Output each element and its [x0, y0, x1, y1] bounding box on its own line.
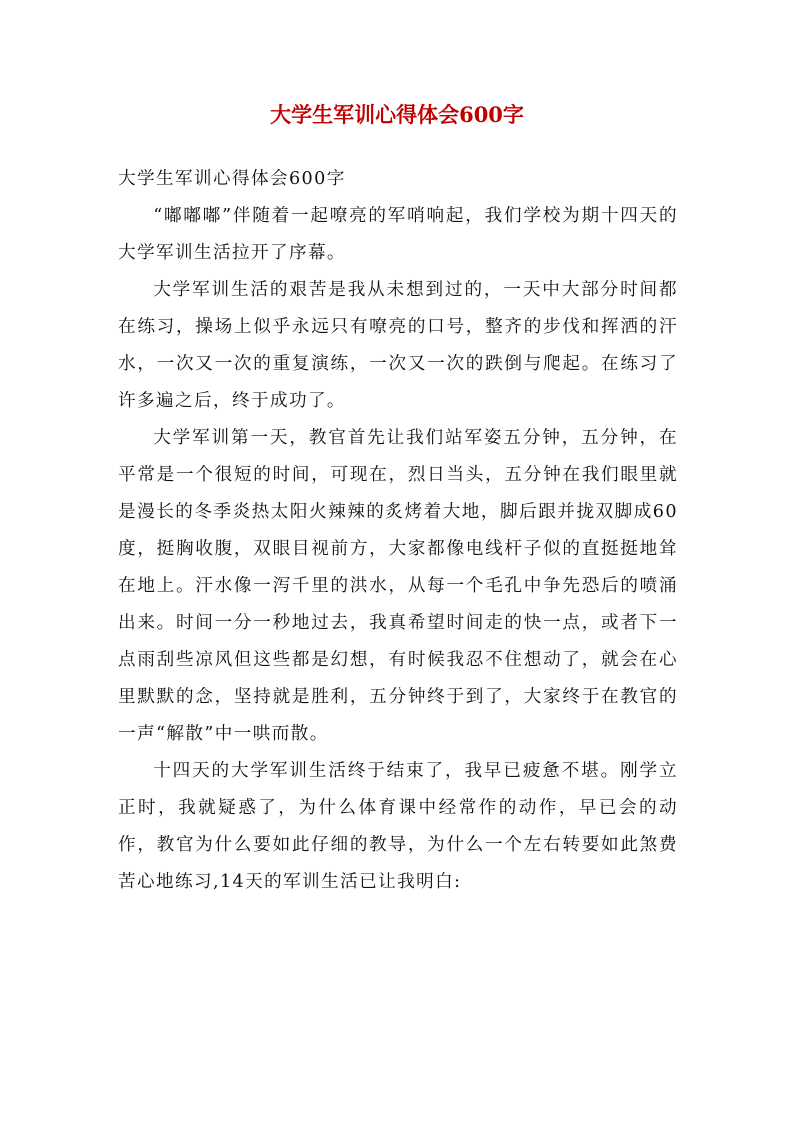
paragraph-4: 十四天的大学军训生活终于结束了，我早已疲惫不堪。刚学立正时，我就疑惑了，为什么体育课中经常作的动作，早已会的动作，教官为什么要如此仔细的教导，为什么一个左右转要如此煞费苦心地练习,14天的军训生活已让我明白:	[118, 761, 678, 892]
document-subtitle: 大学生军训心得体会600字	[118, 169, 346, 189]
paragraph-3: 大学军训第一天，教官首先让我们站军姿五分钟，五分钟，在平常是一个很短的时间，可现在，烈日当头，五分钟在我们眼里就是漫长的冬季炎热太阳火辣辣的炙烤着大地，脚后跟并拢双脚成60度，挺胸收腹，双眼目视前方，大家都像电线杆子似的直挺挺地耸在地上。汗水像一泻千里的洪水，从每一个毛孔中争先恐后的喷涌出来。时间一分一秒地过去，我真希望时间走的快一点，或者下一点雨刮些凉风但这些都是幻想，有时候我忍不住想动了，就会在心里默默的念，坚持就是胜利，五分钟终于到了，大家终于在教官的一声“解散”中一哄而散。	[118, 428, 678, 744]
paragraph-1: “嘟嘟嘟”伴随着一起嘹亮的军哨响起，我们学校为期十四天的大学军训生活拉开了序幕。	[118, 206, 678, 263]
document-body	[118, 161, 678, 901]
document-title: 大学生军训心得体会600字	[270, 102, 524, 127]
paragraph-2: 大学军训生活的艰苦是我从未想到过的，一天中大部分时间都在练习，操场上似乎永远只有嘹亮的口号，整齐的步伐和挥洒的汗水，一次又一次的重复演练，一次又一次的跌倒与爬起。在练习了许多遍之后，终于成功了。	[118, 280, 678, 411]
